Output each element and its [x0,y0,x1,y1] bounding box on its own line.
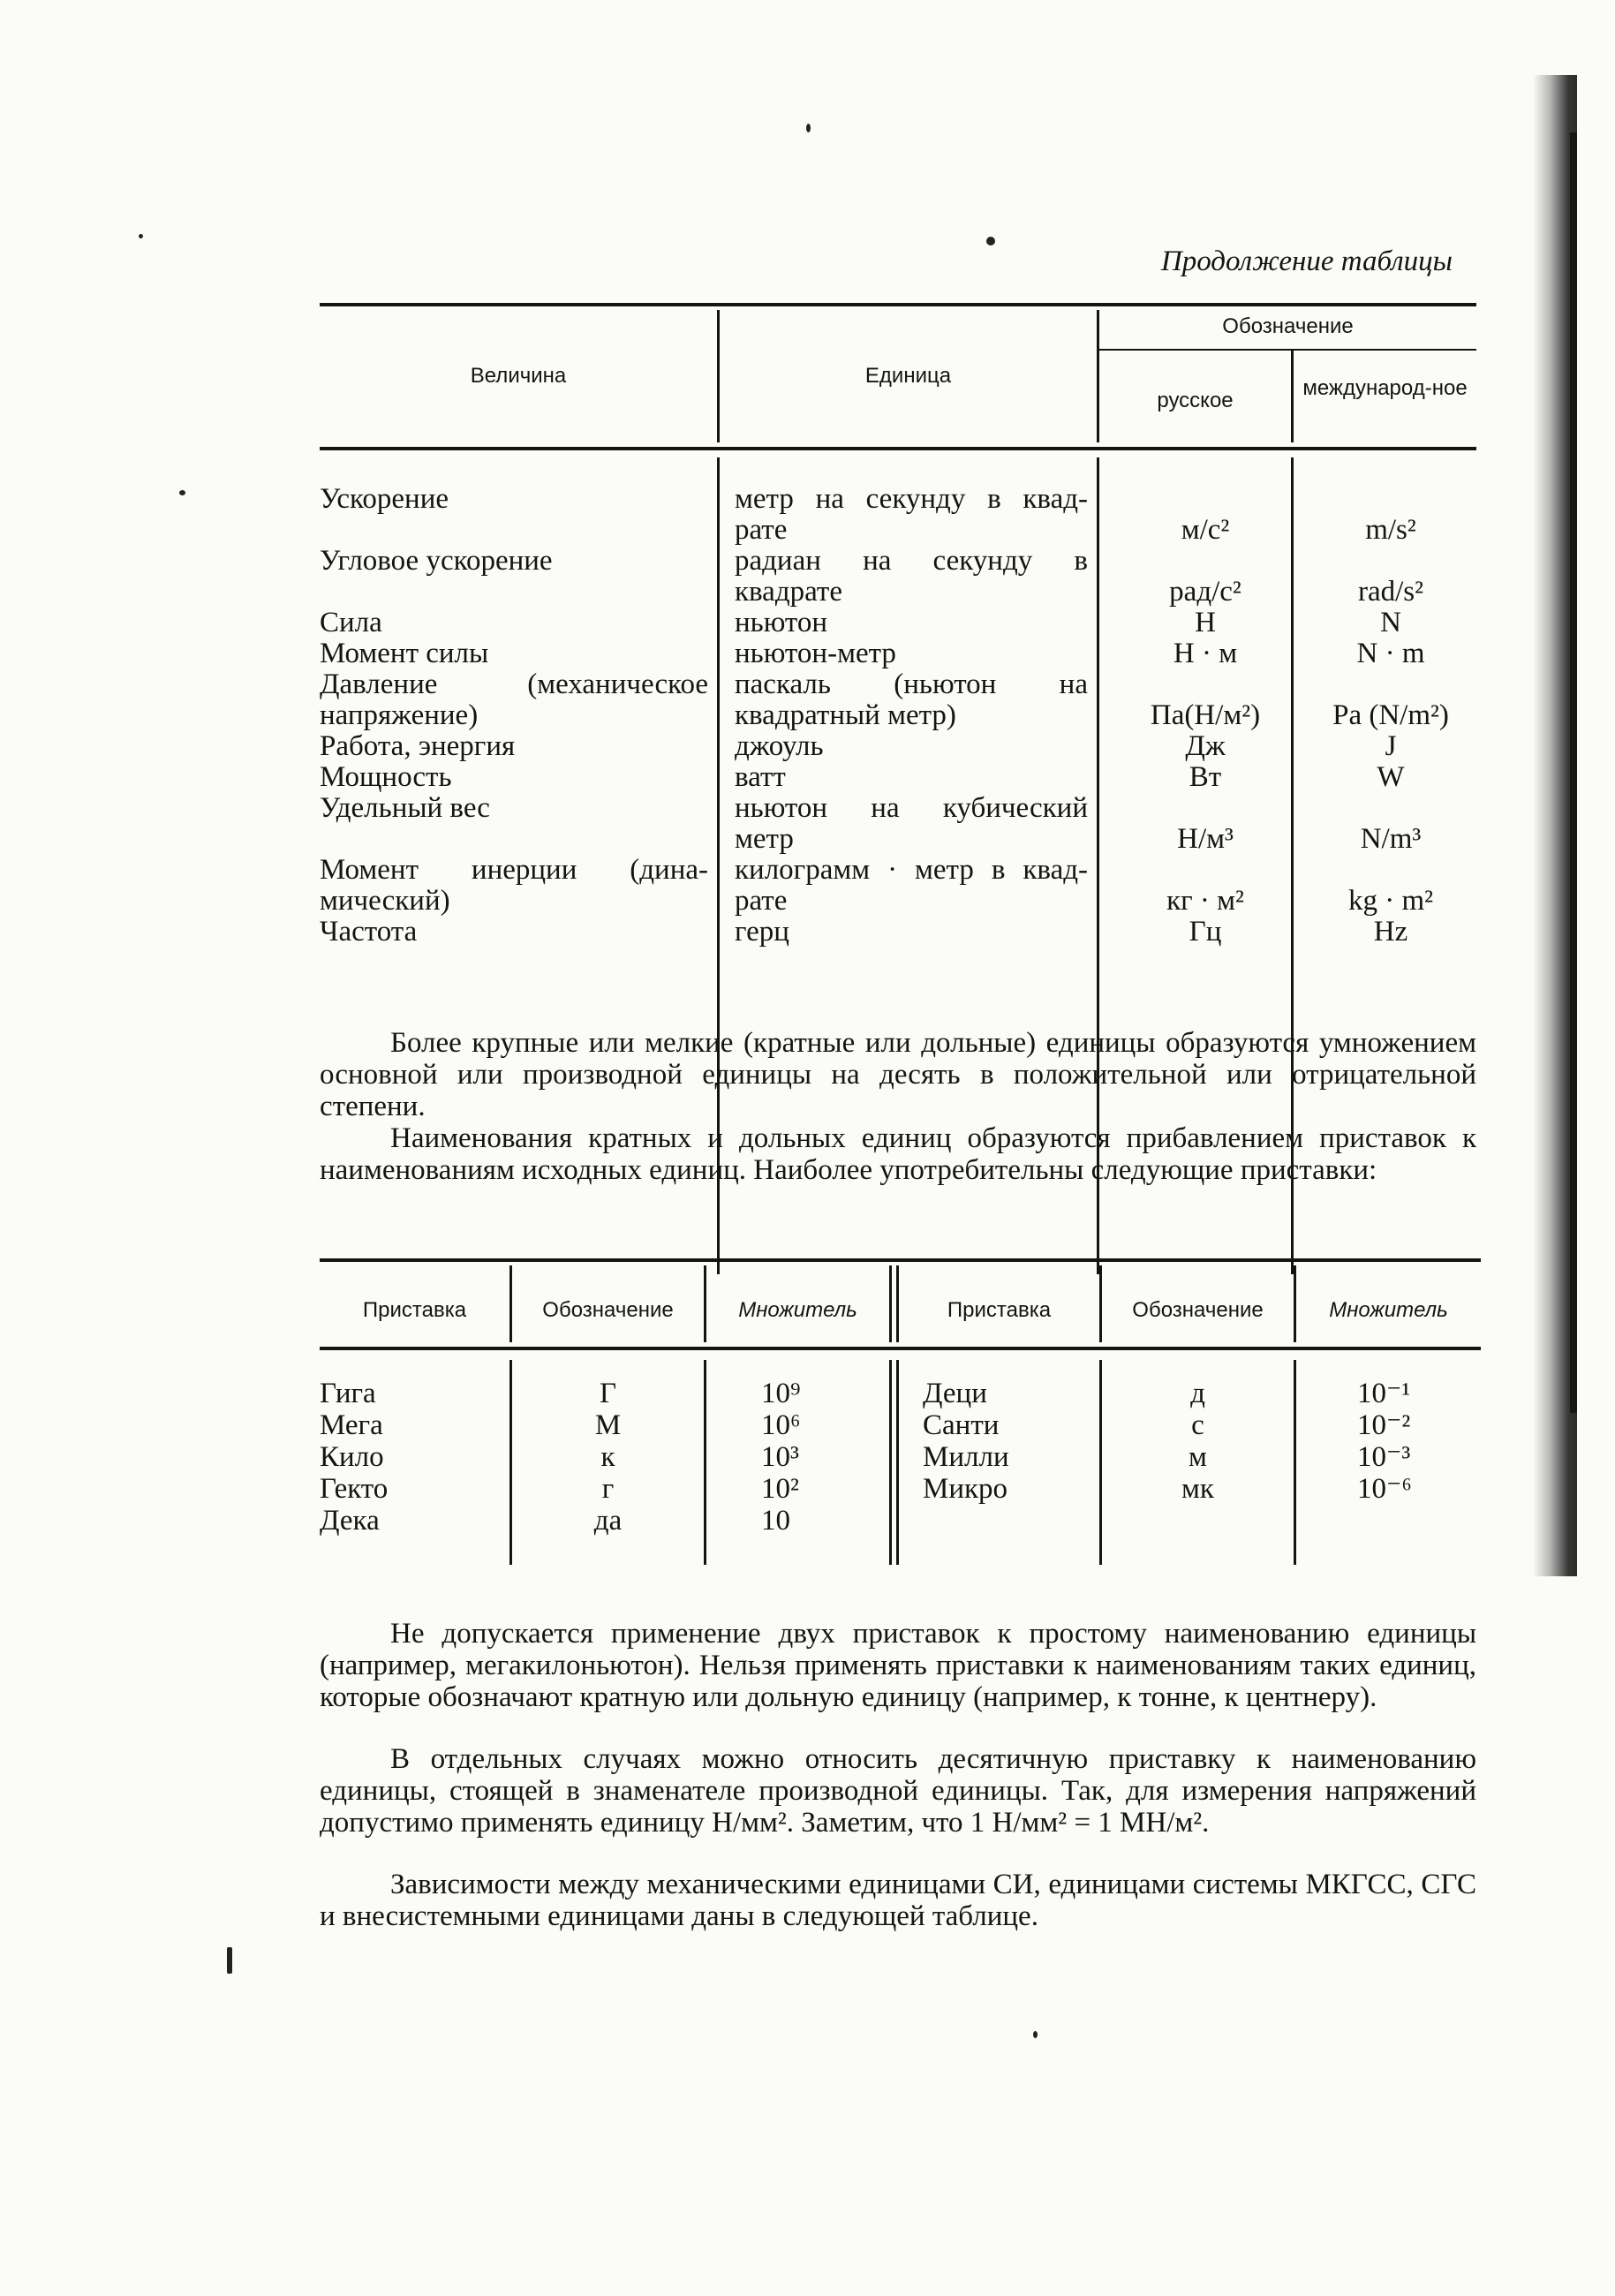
prefixes-table-row [320,1473,1481,1505]
paragraph-dependencies: Зависимости между механическими единицами СИ, единицами системы МКГСС, СГС и внесистемными единицами даны в следующей таблице. [320,1869,1476,1932]
cell-line: метр на секунду в квад- [735,483,1088,515]
cell-russian-symbol: Н · м [1173,638,1238,669]
cell-multiplier: 10⁻² [1357,1409,1411,1441]
cell-multiplier: 10⁶ [761,1409,801,1441]
table-caption: Продолжение таблицы [1160,245,1453,277]
scan-speck [806,124,811,132]
cell-international-symbol: rad/s² [1357,576,1424,608]
cell-international-symbol: N [1380,607,1401,638]
cell-international-symbol: N/m³ [1360,823,1422,855]
cell-quantity [320,917,708,948]
header-multiplier-left: Множитель [738,1298,857,1322]
book-gutter-edge [1570,132,1577,1413]
cell-designation: м [1189,1441,1207,1473]
cell-line: паскаль (ньютон на [735,668,1088,700]
cell-multiplier: 10⁻¹ [1357,1378,1411,1409]
cell-designation: к [600,1441,615,1473]
paragraph-multiples: Более крупные или мелкие (кратные или дольные) единицы образуются умножением основной или производной единицы на десять в положительной или отрицательной степени. [320,1027,1476,1122]
cell-line: Мощность [320,761,452,793]
cell-russian-symbol: м/с² [1181,514,1230,546]
cell-russian-symbol: Гц [1189,916,1222,948]
paragraph-double-prefix: Не допускается применение двух приставок к простому наименованию единицы (например, мегакилоньютон). Нельзя применять приставки к наименованиям таких единиц, которые обозначают кратную или дольную единицу (например, к тонне, к центнеру). [320,1618,1476,1713]
cell-prefix: Микро [923,1473,1008,1505]
scan-speck [139,234,143,238]
cell-line: герц [735,916,789,948]
cell-russian-symbol: рад/с² [1169,576,1241,608]
cell-russian-symbol: Вт [1189,761,1222,793]
paragraph-prefix-names: Наименования кратных и дольных единиц образуются прибавлением приставок к наименованиям исходных единиц. Наиболее употребительны следующие приставки: [320,1122,1476,1186]
paragraph-denominator-prefix: В отдельных случаях можно относить десятичную приставку к наименованию единицы, стоящей в знаменателе производной единицы. Так, для измерения напряжений допустимо применять единицу Н/мм². Заметим, что 1 Н/мм² = 1 МН/м². [320,1743,1476,1839]
cell-multiplier: 10² [761,1473,799,1505]
cell-russian-symbol: Н/м³ [1177,823,1234,855]
cell-russian-symbol: Н [1195,607,1216,638]
cell-quantity [320,731,708,762]
cell-line: радиан на секунду в [735,545,1088,577]
cell-prefix: Милли [923,1441,1009,1473]
cell-designation: Г [599,1378,617,1409]
cell-unit [735,608,1088,638]
cell-line: напряжение) [320,699,479,731]
cell-russian-symbol: Па(Н/м²) [1150,699,1261,731]
cell-prefix: Санти [923,1409,1000,1441]
cell-designation: г [601,1473,615,1505]
cell-international-symbol: N · m [1356,638,1425,669]
cell-line: Работа, энергия [320,730,516,762]
header-designation-right: Обозначение [1132,1298,1264,1322]
cell-line: ньютон на кубический [735,792,1088,824]
cell-line: ватт [735,761,786,793]
cell-line: килограмм · метр в квад- [735,854,1088,886]
cell-international-symbol: m/s² [1365,514,1416,546]
header-multiplier-right: Множитель [1329,1298,1448,1322]
cell-russian-symbol: Дж [1185,730,1226,762]
cell-quantity [320,638,708,669]
cell-unit [735,546,1088,608]
cell-unit [735,638,1088,669]
header-russian: русское [1157,389,1234,412]
cell-quantity [320,608,708,638]
cell-line: Момент инерции (дина- [320,854,708,886]
cell-unit [735,793,1088,855]
cell-unit [735,917,1088,948]
cell-line: Удельный вес [320,792,490,824]
cell-international-symbol: Pa (N/m²) [1332,699,1449,731]
cell-line: квадратный метр) [735,699,956,731]
cell-prefix: Дека [320,1505,380,1537]
cell-quantity [320,484,708,546]
cell-quantity [320,793,708,855]
cell-designation: да [593,1505,623,1537]
prefixes-table-row [320,1505,1481,1537]
cell-unit [735,762,1088,793]
scan-speck [227,1947,232,1974]
scan-speck [179,490,185,495]
prefixes-table-row [320,1409,1481,1441]
cell-line: Момент силы [320,638,489,669]
cell-designation: с [1191,1409,1204,1441]
cell-line [320,824,708,855]
cell-line: рате [735,885,788,917]
cell-line: джоуль [735,730,824,762]
cell-line: Сила [320,607,382,638]
cell-prefix: Гига [320,1378,376,1409]
header-prefix-left: Приставка [362,1298,467,1322]
cell-multiplier: 10⁻³ [1357,1441,1411,1473]
prefixes-table-row [320,1378,1481,1409]
cell-international-symbol: J [1385,730,1397,762]
cell-quantity [320,762,708,793]
cell-multiplier: 10 [761,1505,790,1537]
table-header-rule [320,1347,1481,1350]
cell-designation: мк [1181,1473,1214,1505]
header-quantity: Величина [470,364,567,388]
cell-line [320,577,708,608]
header-unit: Единица [864,364,952,388]
header-prefix-right: Приставка [947,1298,1052,1322]
cell-line: метр [735,823,794,855]
cell-designation: М [594,1409,622,1441]
cell-line: Частота [320,916,418,948]
cell-multiplier: 10⁹ [761,1378,801,1409]
cell-quantity [320,855,708,917]
cell-unit [735,484,1088,546]
prefixes-table-row [320,1441,1481,1473]
cell-line: мический) [320,885,450,917]
table-top-rule [320,1258,1481,1262]
cell-prefix: Мега [320,1409,383,1441]
cell-line: квадрате [735,576,842,608]
cell-international-symbol: kg · m² [1347,885,1434,917]
cell-quantity [320,669,708,731]
header-designation-left: Обозначение [542,1298,674,1322]
cell-prefix: Гекто [320,1473,389,1505]
cell-multiplier: 10³ [761,1441,799,1473]
cell-russian-symbol: кг · м² [1166,885,1244,917]
cell-line [320,515,708,546]
cell-international-symbol: Hz [1373,916,1408,948]
cell-quantity [320,546,708,608]
cell-line: рате [735,514,788,546]
cell-prefix: Кило [320,1441,384,1473]
cell-unit [735,855,1088,917]
cell-unit [735,669,1088,731]
cell-designation: д [1190,1378,1205,1409]
cell-prefix: Деци [923,1378,987,1409]
header-designation: Обозначение [1222,314,1354,338]
scan-speck [1033,2031,1038,2038]
scan-speck [986,237,995,245]
cell-unit [735,731,1088,762]
cell-line: Ускорение [320,483,449,515]
cell-line: ньютон [735,607,828,638]
table-top-rule [320,303,1476,306]
cell-multiplier: 10⁻⁶ [1357,1473,1412,1505]
cell-line: ньютон-метр [735,638,896,669]
designation-subrule [1098,349,1476,351]
header-international: международ-ное [1302,376,1468,400]
column-divider [889,1265,892,1342]
cell-international-symbol: W [1377,761,1405,793]
cell-line: Угловое ускорение [320,545,553,577]
table-header-rule [320,447,1476,450]
cell-line: Давление (механическое [320,668,708,700]
